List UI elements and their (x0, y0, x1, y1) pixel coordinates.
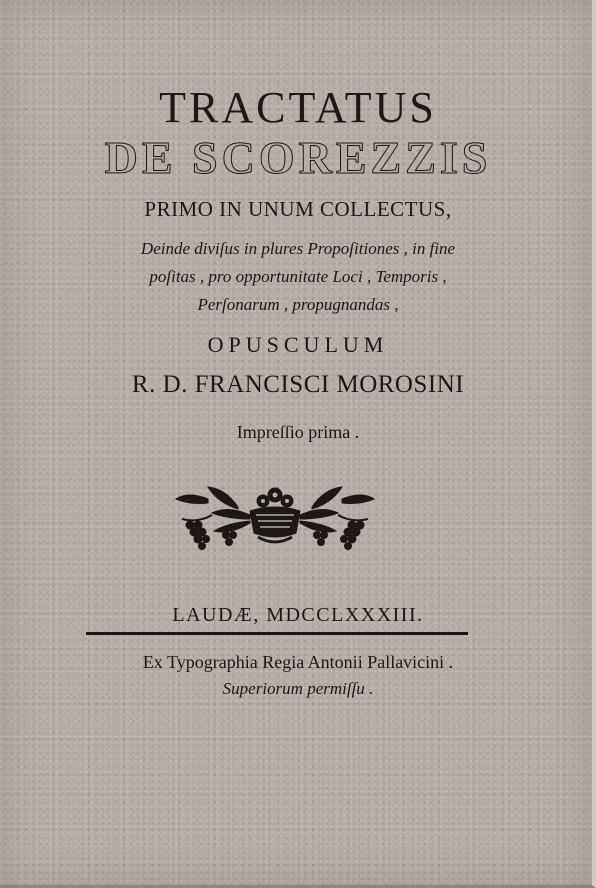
title-line-1: TRACTATUS (159, 83, 437, 132)
permission-line: Superiorum permiſſu . (222, 679, 374, 698)
impression-note: Impreſſio prima . (236, 422, 360, 442)
subtitle: PRIMO IN UNUM COLLECTUS, (144, 197, 452, 221)
floral-basket-ornament-icon (168, 475, 382, 555)
divider-rule (86, 632, 468, 635)
place-and-date: LAUDÆ, MDCCLXXXIII. (172, 604, 424, 626)
title-line-2 (0, 132, 596, 184)
title-line-2-text: DE SCOREZZIS (104, 132, 492, 183)
description-line-3: Perſonarum , propugnandas , (197, 295, 399, 314)
description-line-2: poſitas , pro opportunitate Loci , Temporis , (149, 267, 447, 286)
opusculum-label: OPUSCULUM (207, 332, 389, 357)
description-line-1: Deinde diviſus in plures Propoſitiones , in fine (140, 239, 456, 258)
printer-line: Ex Typographia Regia Antonii Pallavicini . (142, 652, 454, 672)
author-name: R. D. FRANCISCI MOROSINI (131, 371, 465, 398)
